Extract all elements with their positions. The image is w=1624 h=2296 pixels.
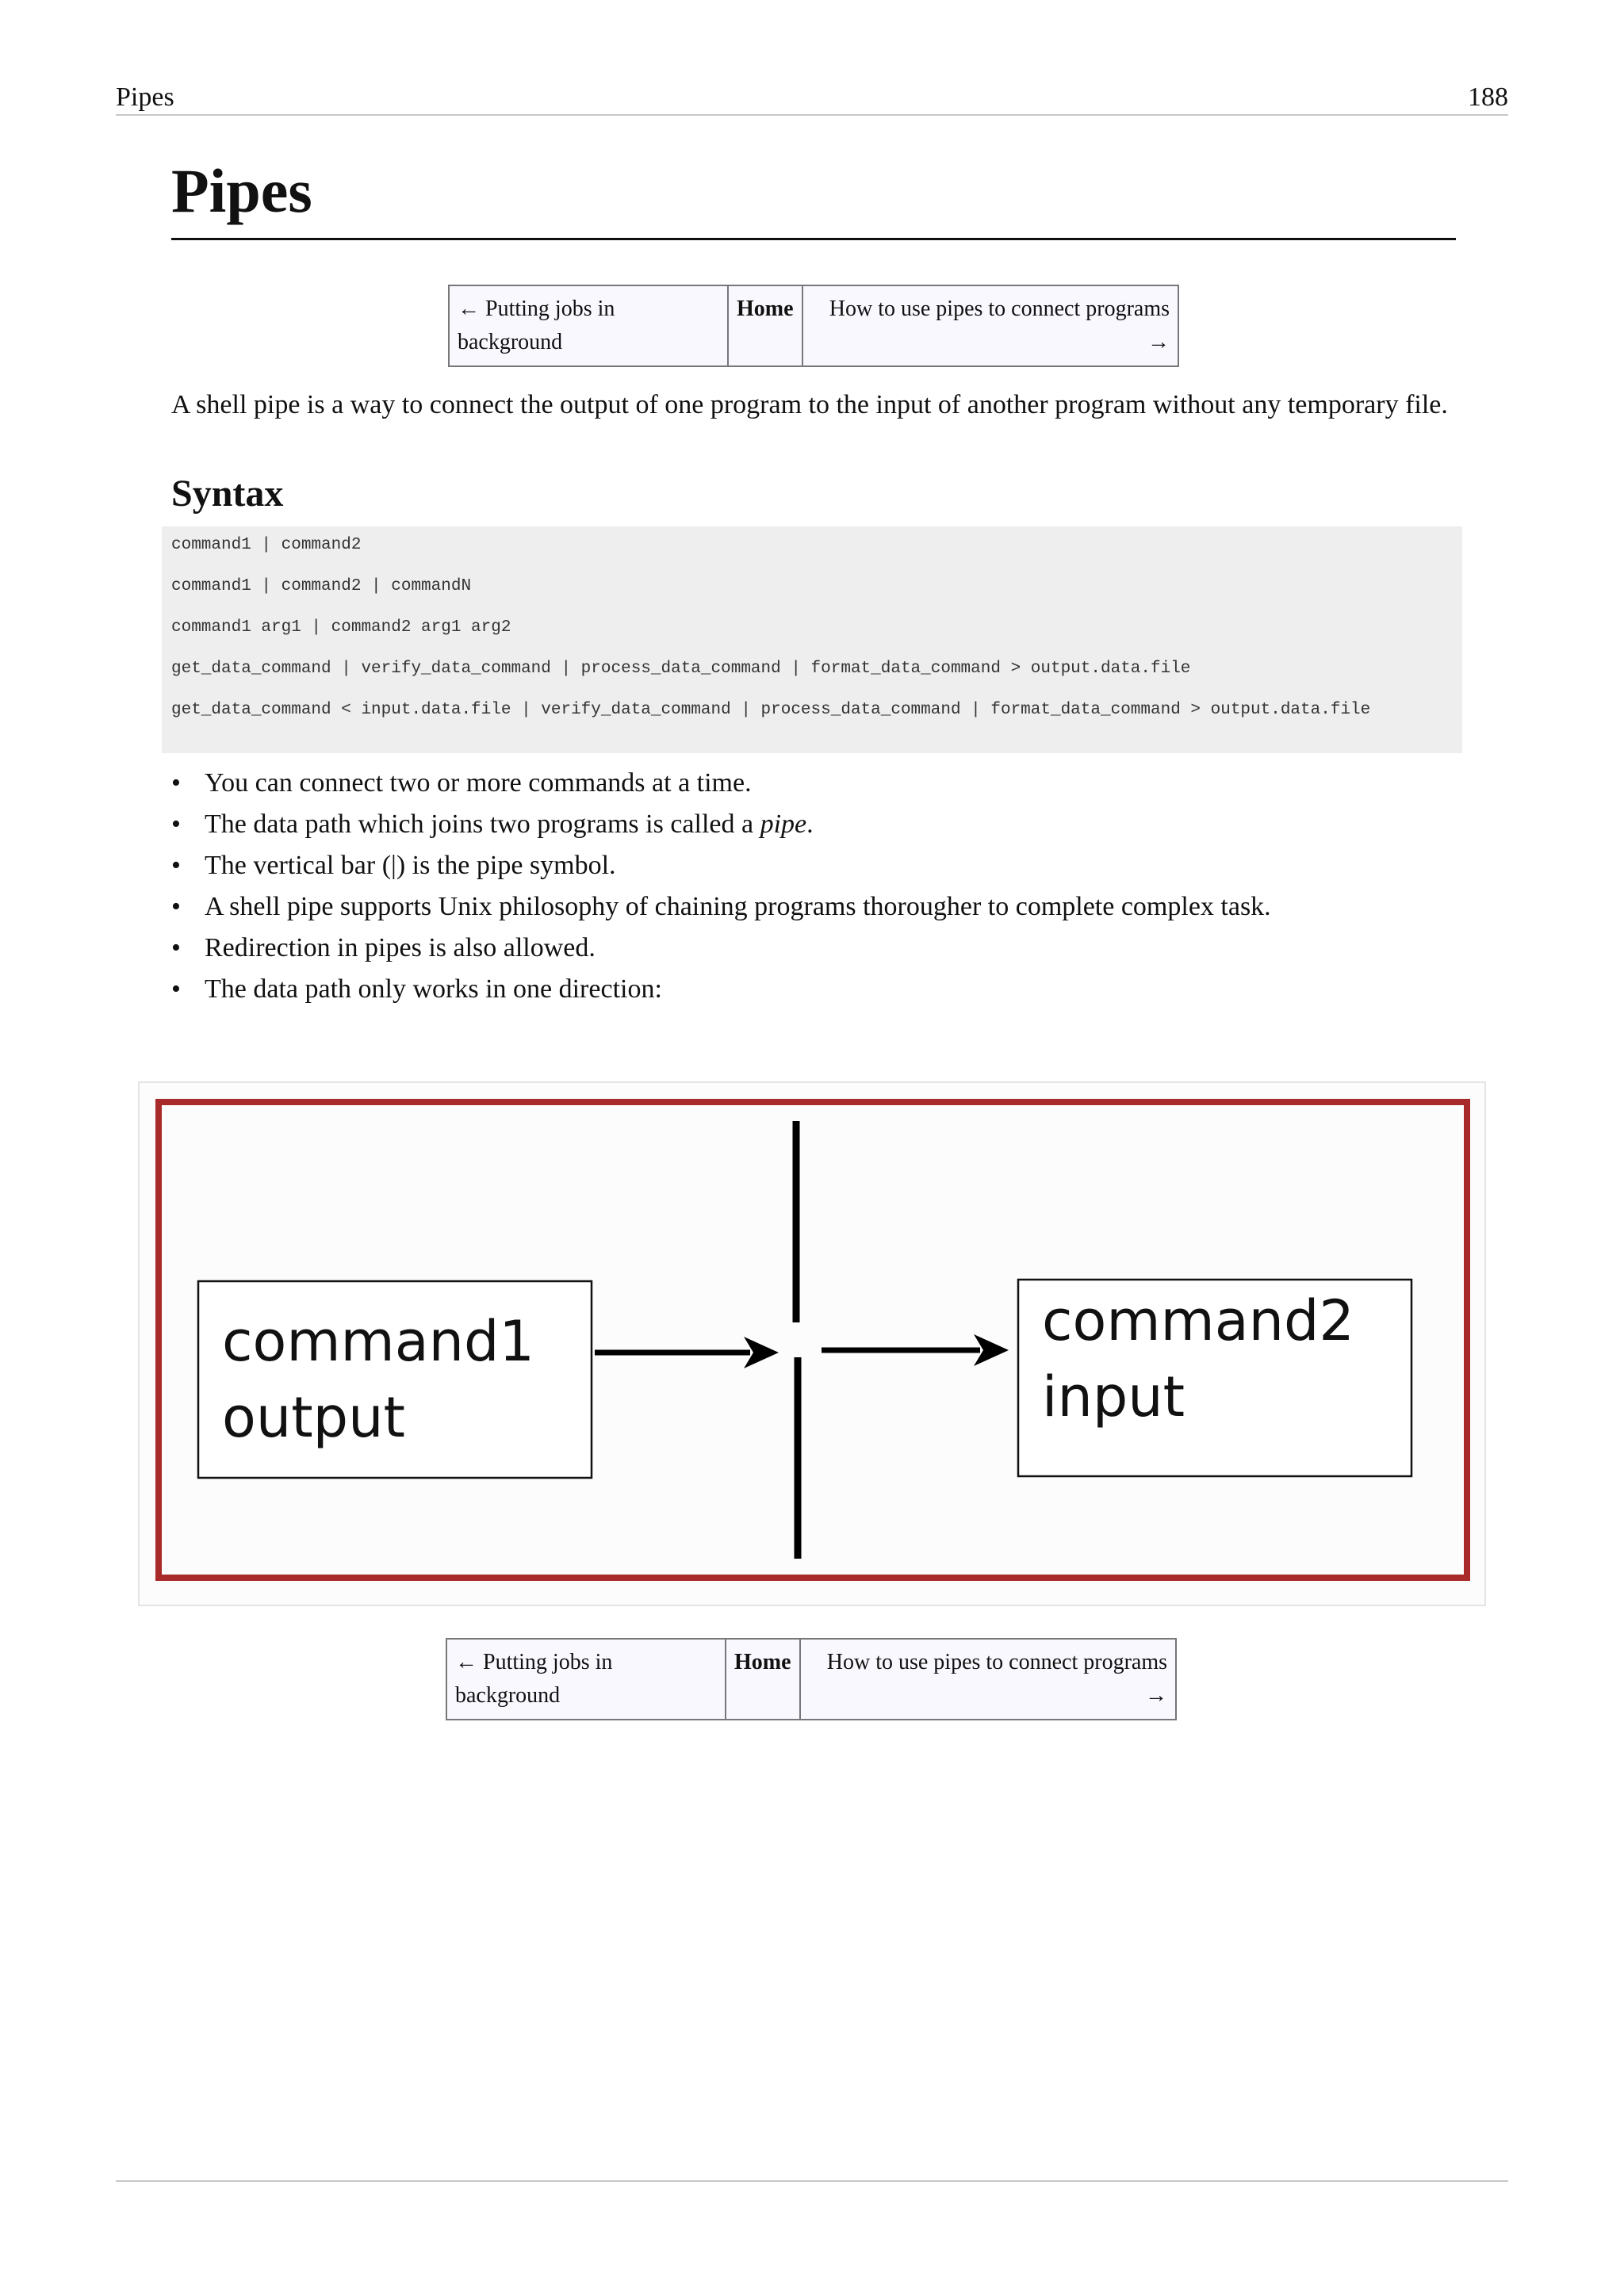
list-item — [171, 845, 1456, 886]
next-page-link[interactable]: How to use pipes to connect programs → — [800, 1639, 1176, 1720]
bullet-icon: • — [171, 809, 181, 839]
bullet-icon: • — [171, 850, 181, 880]
page-footer-rule — [116, 2180, 1508, 2182]
list-item — [171, 886, 1456, 928]
command2-label: command2 — [1042, 1288, 1354, 1353]
list-item — [171, 763, 1456, 804]
list-item-text: You can connect two or more commands at a time. — [205, 767, 752, 798]
prev-page-link[interactable]: ← Putting jobs in background — [446, 1639, 726, 1720]
nav-box-bottom — [446, 1638, 1177, 1720]
list-item — [171, 928, 1456, 969]
pipe-diagram — [140, 1083, 1488, 1608]
page-number: 188 — [1468, 82, 1508, 112]
home-link[interactable]: Home — [728, 285, 802, 366]
intro-paragraph: A shell pipe is a way to connect the output of one program to the input of another program without any temporary file. — [171, 389, 1448, 419]
bullet-icon: • — [171, 974, 181, 1004]
code-line: command1 | command2 — [171, 535, 362, 554]
code-line: command1 | command2 | commandN — [171, 576, 472, 595]
bullet-icon: • — [171, 891, 181, 921]
list-item-text: Redirection in pipes is also allowed. — [205, 932, 596, 962]
syntax-heading: Syntax — [171, 472, 284, 515]
page-title: Pipes — [171, 159, 1456, 240]
list-item-text: The data path only works in one direction: — [205, 974, 662, 1004]
home-link[interactable]: Home — [726, 1639, 800, 1720]
list-item-text: . — [806, 809, 814, 839]
list-item-text: A shell pipe supports Unix philosophy of chaining programs thorougher to complete complex task. — [205, 891, 1271, 921]
bullet-icon: • — [171, 932, 181, 962]
article — [171, 156, 1456, 1010]
list-item — [171, 804, 1456, 845]
code-line: get_data_command | verify_data_command | process_data_command | format_data_command > output.data.file — [171, 659, 1191, 678]
bullet-icon: • — [171, 767, 181, 798]
bullet-list — [171, 763, 1456, 1010]
list-item-text: The data path which joins two programs is called a — [205, 809, 760, 839]
input-label: input — [1042, 1364, 1185, 1429]
prev-page-link[interactable]: ← Putting jobs in background — [449, 285, 728, 366]
pipe-term: pipe — [760, 809, 807, 839]
command1-label: command1 — [222, 1309, 534, 1374]
code-line: command1 arg1 | command2 arg1 arg2 — [171, 618, 511, 637]
list-item — [171, 969, 1456, 1010]
list-item-text: The vertical bar (|) is the pipe symbol. — [205, 850, 616, 880]
running-title: Pipes — [116, 82, 174, 112]
nav-box-top — [448, 285, 1179, 367]
syntax-code-block — [162, 526, 1462, 753]
page-header — [116, 78, 1508, 116]
output-label: output — [222, 1385, 405, 1450]
code-line: get_data_command < input.data.file | verify_data_command | process_data_command | format_data_command > output.data.file — [171, 700, 1371, 719]
next-page-link[interactable]: How to use pipes to connect programs → — [802, 285, 1178, 366]
pipe-diagram-figure — [138, 1081, 1486, 1606]
